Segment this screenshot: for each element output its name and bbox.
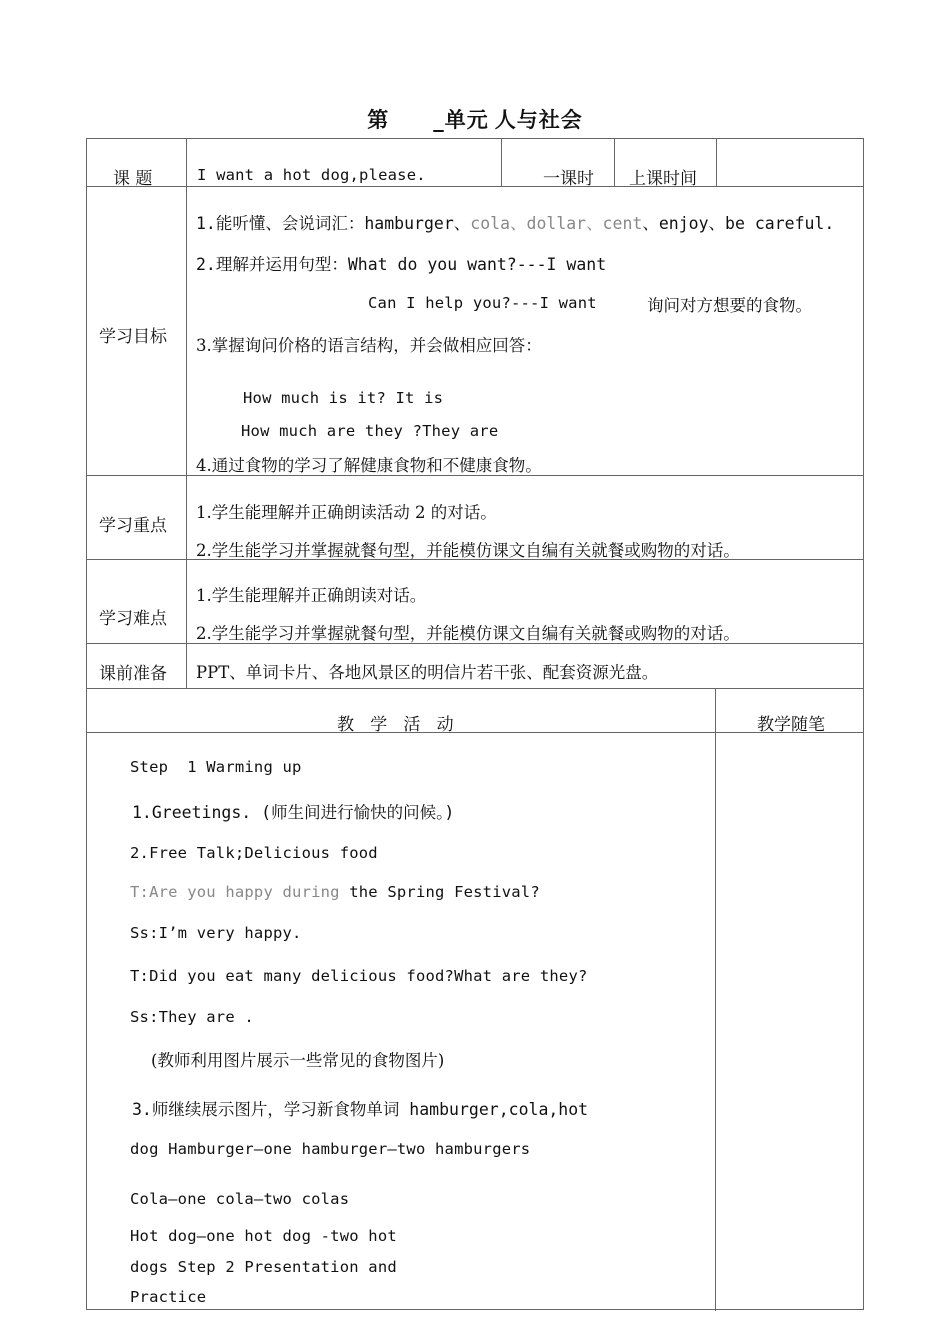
row-divider bbox=[87, 732, 863, 733]
activities-header: 教 学 活 动 bbox=[337, 715, 454, 735]
practice-line: Practice bbox=[130, 1288, 207, 1306]
hamburger-line: dog Hamburger—one hamburger—two hamburgers bbox=[130, 1140, 531, 1158]
objectives-label: 学习目标 bbox=[99, 327, 167, 347]
dialogue-ss-1: Ss:I’m very happy. bbox=[130, 924, 302, 942]
objective-1 bbox=[196, 210, 834, 234]
lesson-plan-table bbox=[86, 138, 864, 1310]
item-3: 3.师继续展示图片，学习新食物单词 hamburger,cola,hot bbox=[132, 1100, 589, 1119]
objective-3-example-1: How much is it? It is bbox=[243, 389, 444, 407]
objective-1-prefix: 1.能听懂、会说词汇：hamburger、 bbox=[196, 214, 471, 233]
title-prefix: 第 bbox=[367, 107, 390, 132]
cola-line: Cola—one cola—two colas bbox=[130, 1190, 350, 1208]
difficulties-label: 学习难点 bbox=[99, 609, 167, 629]
step-2-line: dogs Step 2 Presentation and bbox=[130, 1258, 397, 1276]
objective-2-note: 询问对方想要的食物。 bbox=[647, 296, 812, 315]
topic-value: I want a hot dog,please. bbox=[197, 166, 426, 184]
objective-3: 3.掌握询问价格的语言结构，并会做相应回答： bbox=[196, 336, 542, 355]
objective-2-question: Can I help you?---I want bbox=[368, 294, 597, 312]
page-title bbox=[0, 104, 950, 134]
header-divider bbox=[501, 139, 502, 186]
notes-column-divider bbox=[715, 688, 716, 1311]
objective-4: 4.通过食物的学习了解健康食物和不健康食物。 bbox=[196, 456, 542, 475]
row-divider bbox=[87, 186, 863, 187]
key-point-2: 2.学生能学习并掌握就餐句型，并能模仿课文自编有关就餐或购物的对话。 bbox=[196, 541, 740, 560]
header-divider bbox=[614, 139, 615, 186]
key-point-1: 1.学生能理解并正确朗读活动 2 的对话。 bbox=[196, 503, 497, 522]
objective-3-example-2: How much are they ?They are bbox=[241, 422, 499, 440]
teacher-note: (教师利用图片展示一些常见的食物图片) bbox=[151, 1051, 445, 1070]
class-time-label: 上课时间 bbox=[629, 169, 697, 189]
hotdog-line: Hot dog—one hot dog -two hot bbox=[130, 1227, 397, 1245]
notes-header: 教学随笔 bbox=[757, 715, 825, 735]
dialogue-t-1 bbox=[130, 883, 540, 901]
row-divider bbox=[87, 688, 863, 689]
period: 一课时 bbox=[543, 169, 594, 189]
objective-1-gray-words: cola、dollar、cent bbox=[470, 214, 643, 233]
difficulty-1: 1.学生能理解并正确朗读对话。 bbox=[196, 586, 427, 605]
dialogue-t-1-rest: the Spring Festival? bbox=[339, 883, 540, 901]
topic-label: 课 题 bbox=[113, 169, 153, 189]
dialogue-t-1-gray: T:Are you happy during bbox=[130, 883, 340, 901]
free-talk: 2.Free Talk;Delicious food bbox=[130, 844, 378, 862]
title-unit: _单元 bbox=[433, 107, 489, 132]
preparation-label: 课前准备 bbox=[99, 664, 167, 684]
label-column-divider bbox=[186, 139, 187, 688]
preparation-value: PPT、单词卡片、各地风景区的明信片若干张、配套资源光盘。 bbox=[196, 663, 659, 682]
difficulty-2: 2.学生能学习并掌握就餐句型，并能模仿课文自编有关就餐或购物的对话。 bbox=[196, 624, 740, 643]
step-1: Step 1 Warming up bbox=[130, 758, 302, 776]
key-points-label: 学习重点 bbox=[99, 516, 167, 536]
header-divider bbox=[716, 139, 717, 186]
objective-2: 2.理解并运用句型：What do you want?---I want bbox=[196, 255, 607, 274]
dialogue-t-2: T:Did you eat many delicious food?What are they? bbox=[130, 967, 588, 985]
title-topic: 人与社会 bbox=[494, 107, 583, 132]
objective-1-suffix: 、enjoy、be careful. bbox=[642, 214, 835, 233]
dialogue-ss-2: Ss:They are . bbox=[130, 1008, 254, 1026]
greetings: 1.Greetings. (师生间进行愉快的问候。) bbox=[132, 803, 455, 822]
